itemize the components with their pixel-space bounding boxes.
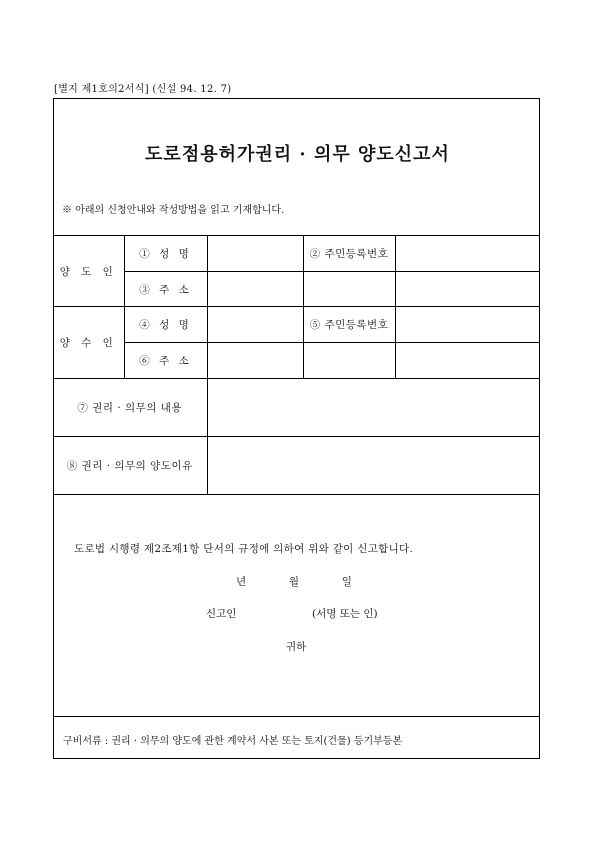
transferor-name-label: ① 성 명 [124,236,207,272]
date-day-label: 일 [341,576,352,588]
signer-label: 신고인 [206,608,237,620]
rights-content-label: ⑦ 권리 · 의무의 내용 [53,379,207,437]
date-line [236,574,352,589]
transferee-group-label: 양 수 인 [53,307,124,379]
transferor-group-label: 양 도 인 [53,236,124,307]
addressee-label: 귀하 [286,641,307,653]
transferor-address-field-3[interactable] [395,272,540,307]
form-reference: [별지 제1호의2서식] (신설 94. 12. 7) [54,84,232,95]
transferee-address-field-2[interactable] [303,343,395,379]
rights-content-field[interactable] [207,379,540,437]
transferor-address-field[interactable] [207,272,303,307]
transferee-id-label: ⑤ 주민등록번호 [303,307,395,343]
transfer-reason-label: ⑧ 권리 · 의무의 양도이유 [53,437,207,495]
transferee-name-label: ④ 성 명 [124,307,207,343]
declaration-text: 도로법 시행령 제2조제1항 단서의 규정에 의하여 위와 같이 신고합니다. [74,543,414,555]
date-month-label: 월 [288,576,299,588]
transfer-reason-field[interactable] [207,437,540,495]
date-year-label: 년 [236,576,247,588]
instructions-notice: ※ 아래의 신청안내와 작성방법을 읽고 기재합니다. [62,205,285,216]
transferee-address-label: ⑥ 주 소 [124,343,207,379]
transferee-address-field[interactable] [207,343,303,379]
transferor-id-field[interactable] [395,236,540,272]
transferor-name-field[interactable] [207,236,303,272]
transferee-address-field-3[interactable] [395,343,540,379]
info-table [53,235,540,495]
signature-line [206,606,378,621]
transferor-address-label: ③ 주 소 [124,272,207,307]
transferor-id-label: ② 주민등록번호 [303,236,395,272]
attachments-divider [53,716,540,717]
required-documents: 구비서류 : 권리 · 의무의 양도에 관한 계약서 사본 또는 토지(건물) 등기부등본 [63,736,403,747]
transferee-name-field[interactable] [207,307,303,343]
form-title: 도로점용허가권리 · 의무 양도신고서 [145,144,450,165]
signature-placeholder[interactable]: (서명 또는 인) [312,608,378,620]
transferee-id-field[interactable] [395,307,540,343]
transferor-address-field-2[interactable] [303,272,395,307]
